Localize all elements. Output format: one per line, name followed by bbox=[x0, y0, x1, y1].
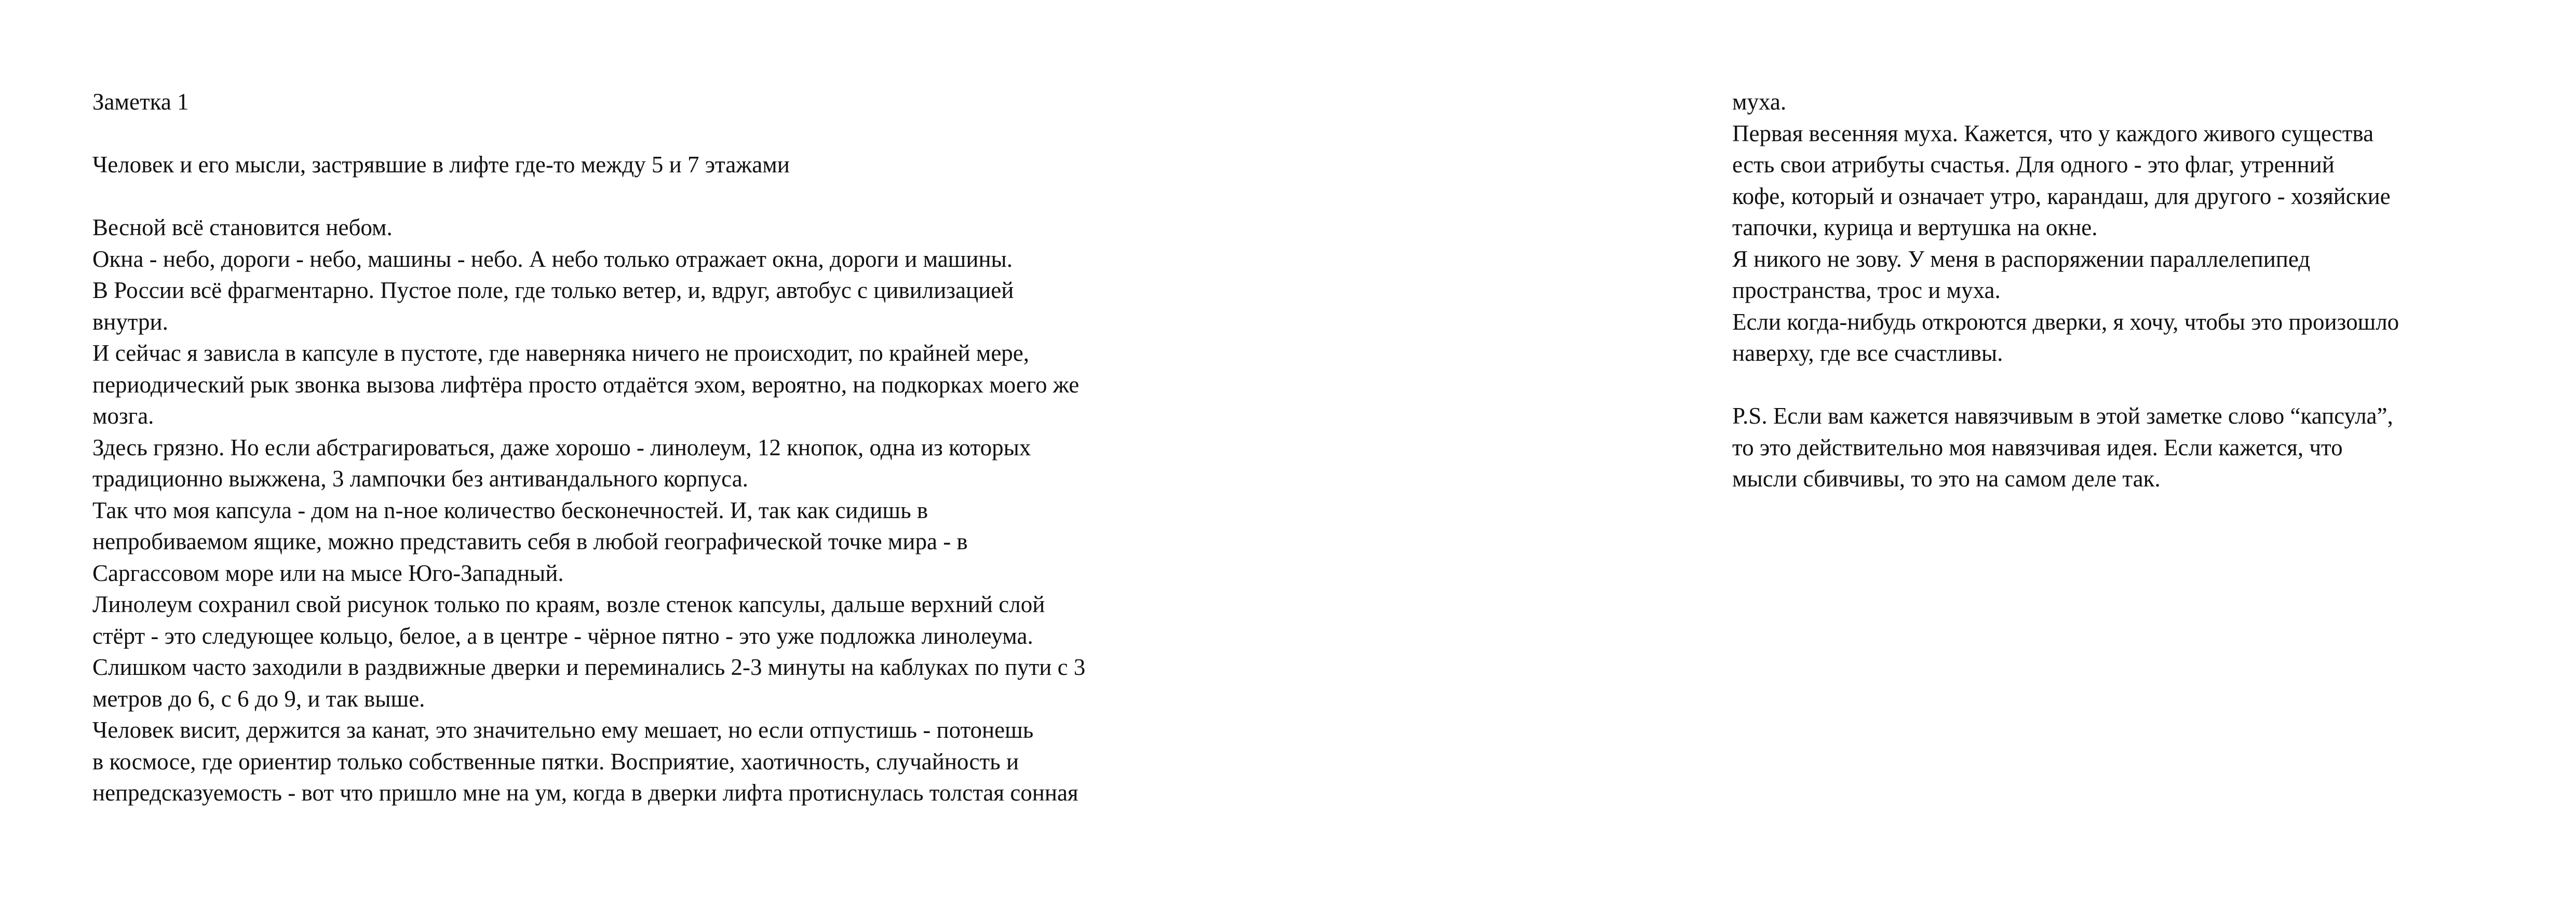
text-line: P.S. Если вам кажется навязчивым в этой заметке слово “капсула”, bbox=[1732, 403, 2393, 429]
text-line: Слишком часто заходили в раздвижные дверки и переминались 2-3 минуты на каблуках по пути с 3 bbox=[92, 654, 1086, 680]
right-page bbox=[1288, 0, 2576, 908]
text-line: есть свои атрибуты счастья. Для одного - это флаг, утренний bbox=[1732, 152, 2335, 178]
text-line: стёрт - это следующее кольцо, белое, а в центре - чёрное пятно - это уже подложка линолеума. bbox=[92, 622, 1033, 649]
text-line: Окна - небо, дороги - небо, машины - небо. А небо только отражает окна, дороги и машины. bbox=[92, 246, 1013, 272]
blank-line bbox=[1732, 369, 2399, 401]
text-line: метров до 6, с 6 до 9, и так выше. bbox=[92, 685, 425, 712]
text-line: в космосе, где ориентир только собственные пятки. Восприятие, хаотичность, случайность и bbox=[92, 748, 1019, 775]
text-line: непробиваемом ящике, можно представить себя в любой географической точке мира - в bbox=[92, 528, 968, 554]
text-line: Здесь грязно. Но если абстрагироваться, даже хорошо - линолеум, 12 кнопок, одна из которых bbox=[92, 434, 1031, 460]
text-line: кофе, который и означает утро, карандаш, для другого - хозяйские bbox=[1732, 183, 2391, 209]
note-heading: Заметка 1 bbox=[92, 89, 189, 115]
text-line: Так что моя капсула - дом на n-ное количество бесконечностей. И, так как сидишь в bbox=[92, 497, 928, 523]
text-line: И сейчас я зависла в капсуле в пустоте, где наверняка ничего не происходит, по крайней мере, bbox=[92, 340, 1030, 366]
text-line: Линолеум сохранил свой рисунок только по краям, возле стенок капсулы, дальше верхний слой bbox=[92, 591, 1045, 617]
text-line: В России всё фрагментарно. Пустое поле, где только ветер, и, вдруг, автобус с цивилизацией bbox=[92, 277, 1014, 303]
text-line: пространства, трос и муха. bbox=[1732, 277, 2001, 303]
text-line: Саргассовом море или на мысе Юго-Западный. bbox=[92, 560, 564, 586]
text-line: наверху, где все счастливы. bbox=[1732, 340, 2003, 366]
right-body-text bbox=[1732, 86, 2399, 369]
blank-line bbox=[92, 181, 1085, 212]
right-text-column bbox=[1732, 86, 2399, 495]
text-line: тапочки, курица и вертушка на окне. bbox=[1732, 214, 2098, 240]
text-line: то это действительно моя навязчивая идея. Если кажется, что bbox=[1732, 434, 2343, 460]
text-line: периодический рык звонка вызова лифтёра просто отдаётся эхом, вероятно, на подкорках моего же bbox=[92, 371, 1080, 398]
blank-line bbox=[92, 118, 1085, 150]
text-line: Весной всё становится небом. bbox=[92, 214, 393, 240]
text-line: Если когда-нибудь откроются дверки, я хочу, чтобы это произошло bbox=[1732, 308, 2399, 335]
text-line: Первая весенняя муха. Кажется, что у каждого живого существа bbox=[1732, 120, 2374, 146]
postscript-text bbox=[1732, 400, 2399, 495]
text-line: внутри. bbox=[92, 308, 168, 335]
left-text-column bbox=[92, 86, 1085, 809]
note-title: Человек и его мысли, застрявшие в лифте где-то между 5 и 7 этажами bbox=[92, 152, 790, 178]
text-line: непредсказуемость - вот что пришло мне на ум, когда в дверки лифта протиснулась толстая сонная bbox=[92, 780, 1078, 806]
text-line: мысли сбивчивы, то это на самом деле так. bbox=[1732, 466, 2161, 492]
left-body-text bbox=[92, 212, 1085, 809]
text-line: мозга. bbox=[92, 403, 154, 429]
text-line: Я никого не зову. У меня в распоряжении параллелепипед bbox=[1732, 246, 2311, 272]
text-line: муха. bbox=[1732, 89, 1787, 115]
text-line: Человек висит, держится за канат, это значительно ему мешает, но если отпустишь - потонешь bbox=[92, 717, 1034, 743]
text-line: традиционно выжжена, 3 лампочки без антивандального корпуса. bbox=[92, 466, 748, 492]
